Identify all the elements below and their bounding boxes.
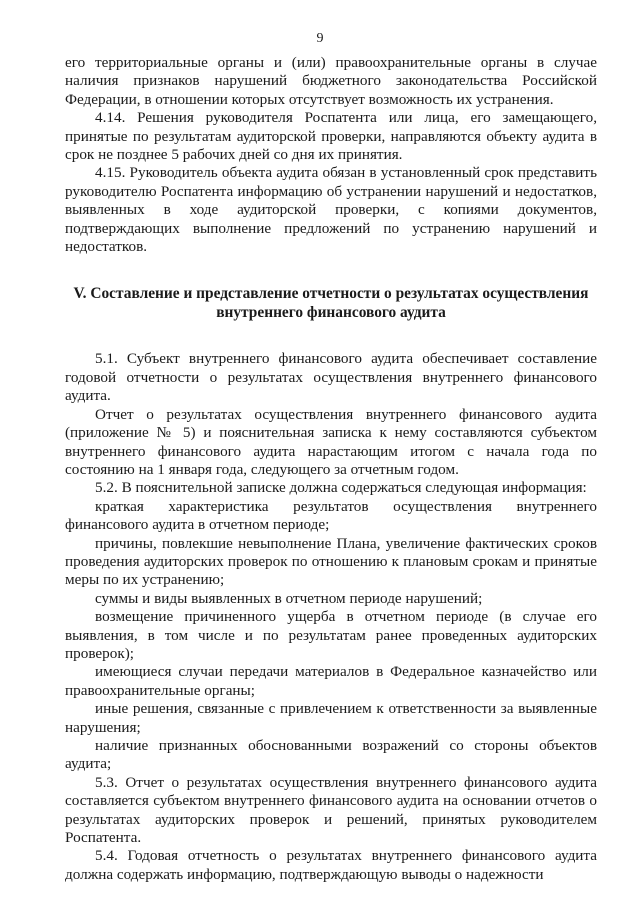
paragraph-5-3: 5.3. Отчет о результатах осуществления внутреннего финансового аудита составляется субъектом внутреннего финансового аудита на основании отчетов о результатах аудиторских проверок и решений, принятых руководителем Роспатента. xyxy=(65,773,597,847)
list-item: суммы и виды выявленных в отчетном периоде нарушений; xyxy=(95,589,483,607)
list-item: имеющиеся случаи передачи материалов в Федеральное казначейство или правоохранительные органы; xyxy=(65,663,597,699)
list-item: краткая характеристика результатов осуществления внутреннего финансового аудита в отчетном периоде; xyxy=(65,497,597,534)
paragraph-report: Отчет о результатах осуществления внутреннего финансового аудита (приложение № 5) и пояснительная записка к нему составляются субъектом внутреннего финансового аудита нарастающим итогом с начала года по состоянию на 1 января года, следующего за отчетным годом. xyxy=(65,405,597,478)
paragraph-5-1: 5.1. Субъект внутреннего финансового аудита обеспечивает составление годовой отчетности о результатах осуществления внутреннего финансового аудита. xyxy=(65,350,597,405)
paragraph-4-14: 4.14. Решения руководителя Роспатента или лица, его замещающего, принятые по результатам аудиторской проверки, направляются объекту аудита в срок не позднее 5 рабочих дней со дня их принятия. xyxy=(65,109,597,164)
paragraph-5-4: 5.4. Годовая отчетность о результатах внутреннего финансового аудита должна содержать информацию, подтверждающую выводы о надежности xyxy=(65,847,597,883)
paragraph-4-15: 4.15. Руководитель объекта аудита обязан в установленный срок представить руководителю Роспатента информацию об устранении нарушений и недостатков, выявленных в ходе аудиторской проверки, с копиями документов, подтверждающих выполнение предложений по устранению нарушений и недостатков. xyxy=(65,164,597,256)
section-heading xyxy=(65,284,597,322)
list-item: причины, повлекшие невыполнение Плана, увеличение фактических сроков проведения аудиторских проверок по отношению к плановым срокам и принятые меры по их устранению; xyxy=(65,534,597,589)
section-heading-line-2: внутреннего финансового аудита xyxy=(216,304,446,322)
list-item: возмещение причиненного ущерба в отчетном периоде (в случае его выявления, в том числе и по результатам ранее проведенных аудиторских проверок); xyxy=(65,608,597,662)
section-heading-line-1: V. Составление и представление отчетности о результатах осуществления xyxy=(73,285,589,303)
list-item: наличие признанных обоснованными возражений со стороны объектов аудита; xyxy=(65,737,597,773)
paragraph-5-2: 5.2. В пояснительной записке должна содержаться следующая информация: xyxy=(95,479,587,497)
list-item: иные решения, связанные с привлечением к ответственности за выявленные нарушения; xyxy=(65,700,597,736)
page-number: 9 xyxy=(316,31,324,46)
paragraph-continuation: его территориальные органы и (или) правоохранительные органы в случае наличия признаков нарушений бюджетного законодательства Российской Федерации, в отношении которых отсутствует возможность их устранения. xyxy=(65,54,597,108)
document-body xyxy=(65,54,597,884)
